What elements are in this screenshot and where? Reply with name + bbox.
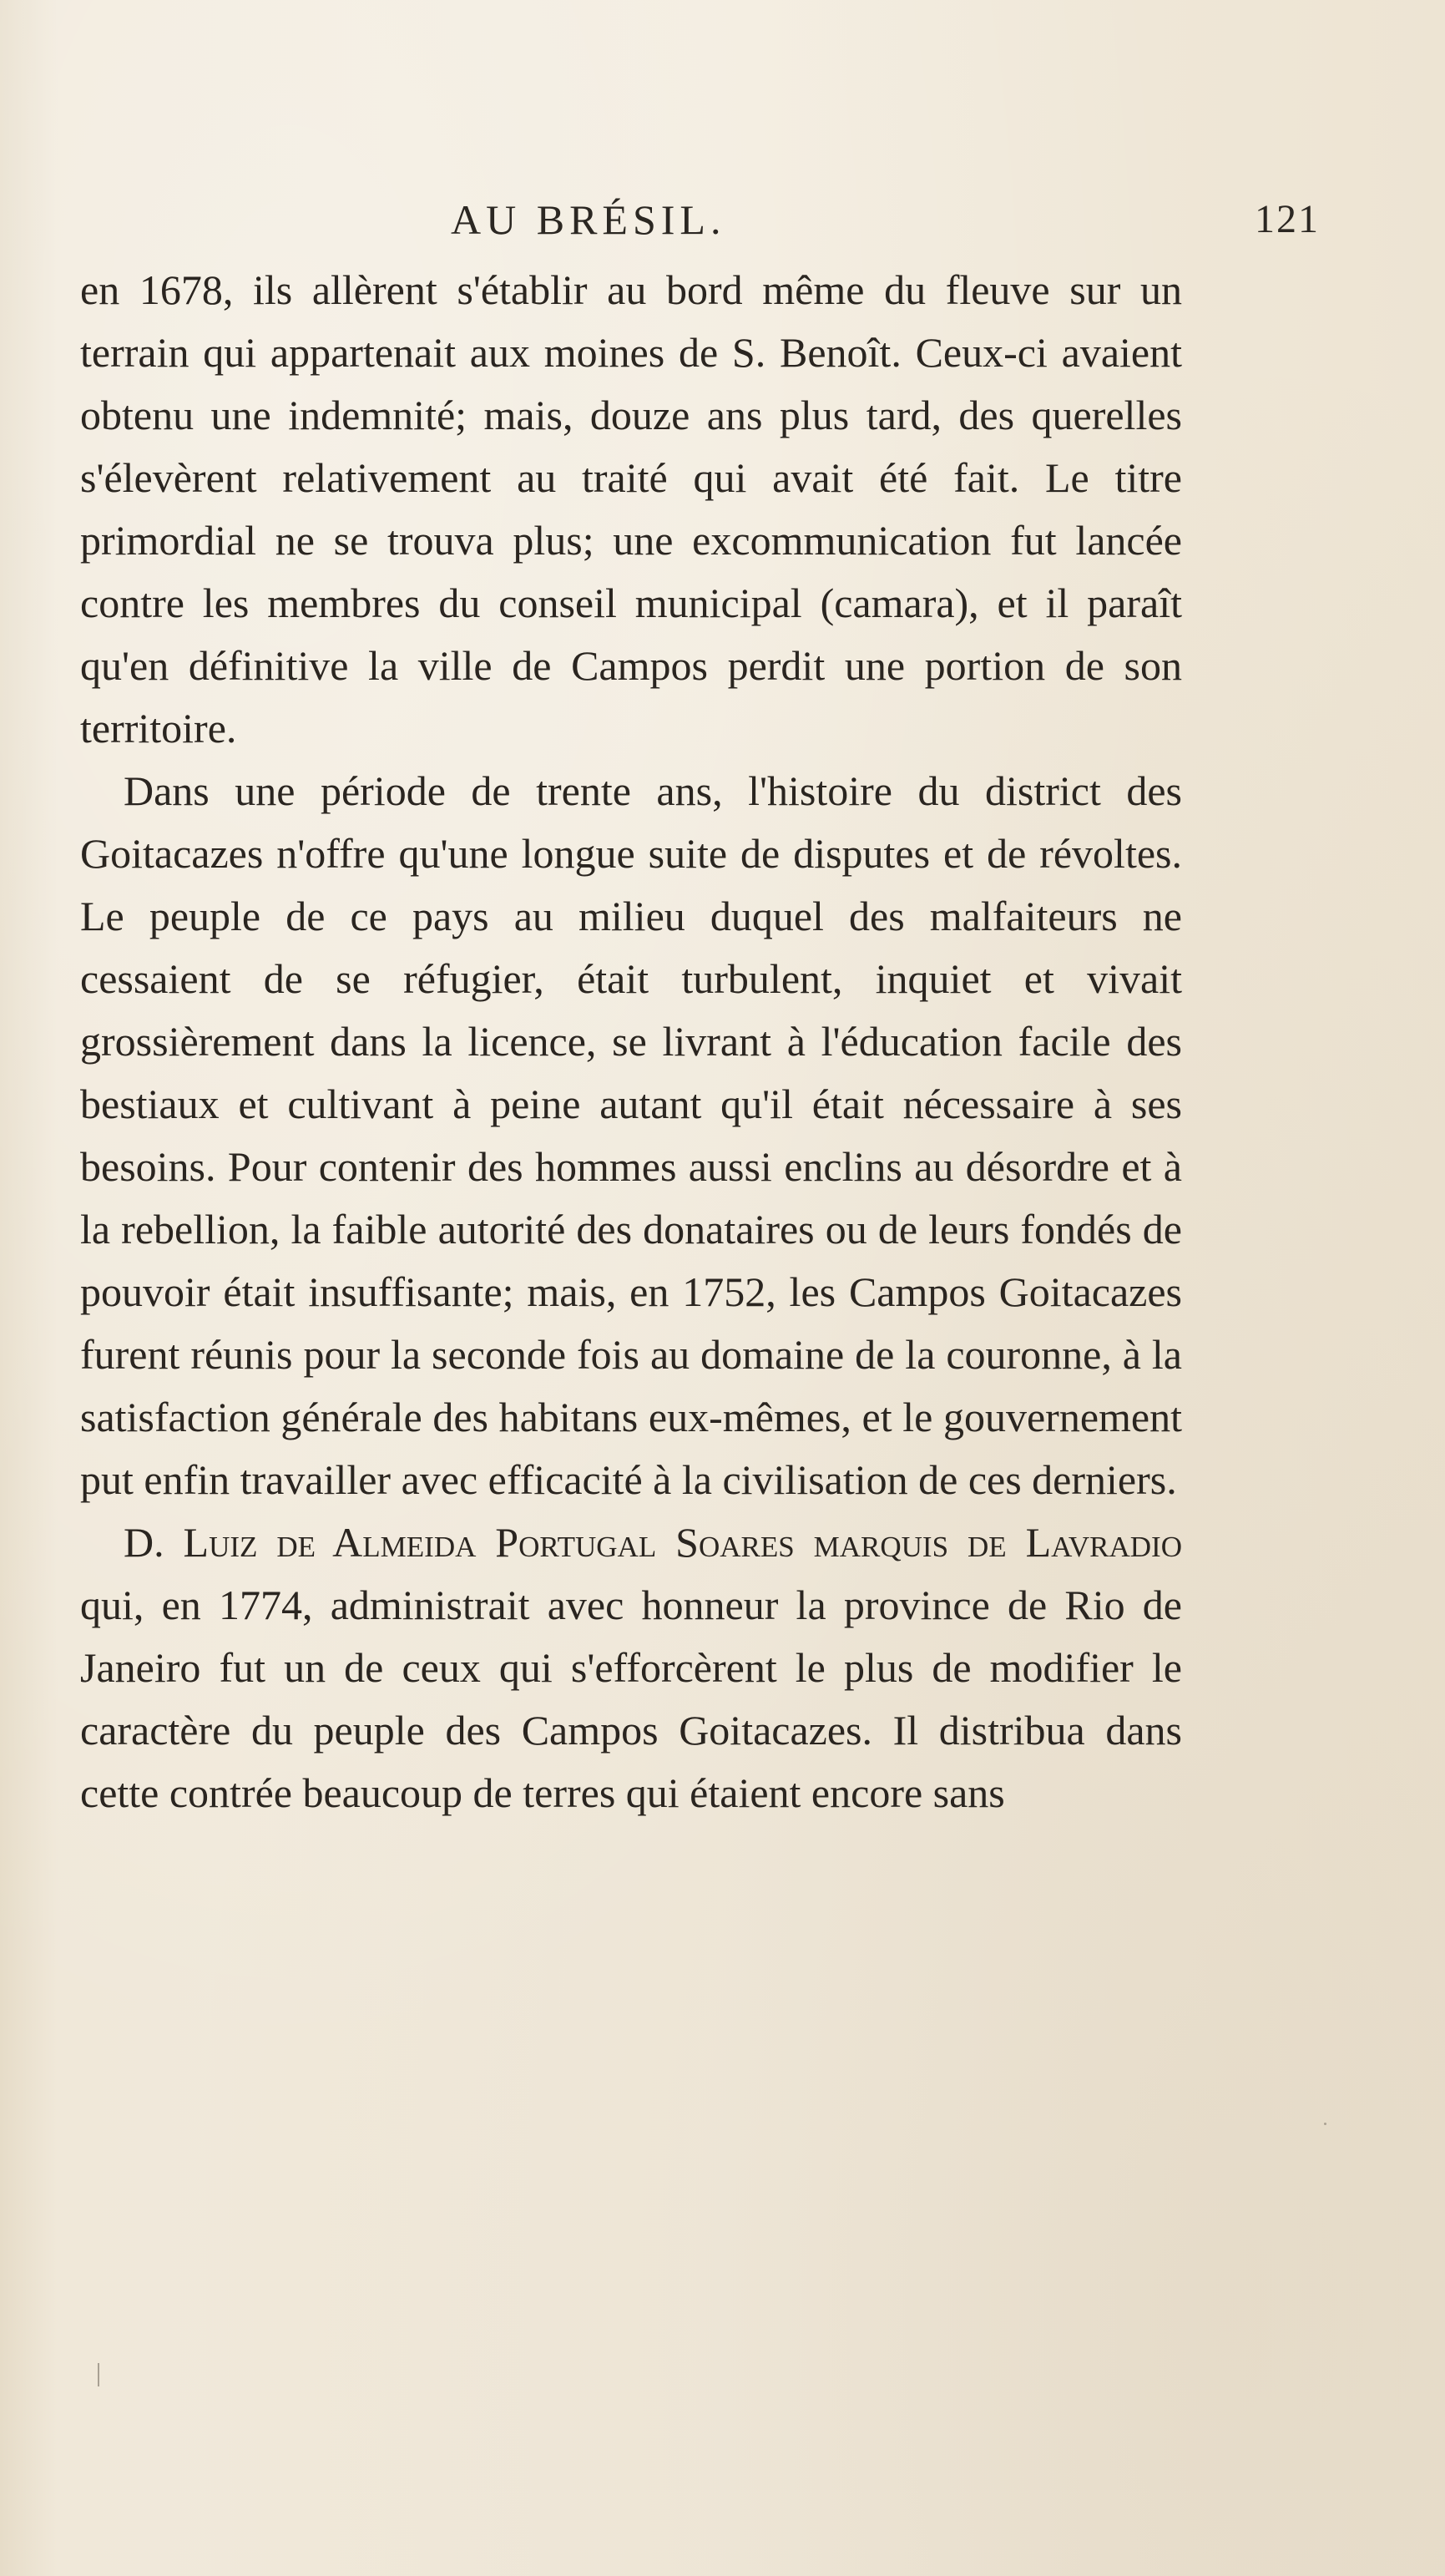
margin-mark: [98, 2363, 99, 2386]
paragraph-3-lead: D.: [124, 1519, 184, 1566]
person-name: Luiz de Almeida Portugal Soares marquis de Lavradio: [183, 1519, 1182, 1566]
paragraph-3: [80, 1511, 1182, 1824]
paragraph-2: Dans une période de trente ans, l'histoire du district des Goitacazes n'offre qu'une longue suite de disputes et de révoltes. Le peuple de ce pays au milieu duquel des malfaiteurs ne cessaient de se réfugier, était turbulent, inquiet et vivait grossièrement dans la licence, se livrant à l'éducation facile des bestiaux et cultivant à peine autant qu'il était nécessaire à ses besoins. Pour contenir des hommes aussi enclins au désordre et à la rebellion, la faible autorité des donataires ou de leurs fondés de pouvoir était insuffisante; mais, en 1752, les Campos Goitacazes furent réunis pour la seconde fois au domaine de la couronne, à la satisfaction générale des habitans eux-mêmes, et le gouvernement put enfin travailler avec efficacité à la civilisation de ces derniers.: [80, 767, 1182, 1503]
running-head: [0, 190, 1445, 249]
body-text: [80, 259, 1182, 1824]
page-number: 121: [1255, 197, 1320, 241]
ink-speck: [1324, 2123, 1326, 2125]
paragraph-3-rest: qui, en 1774, administrait avec honneur la province de Rio de Janeiro fut un de ceux qui s'efforcèrent le plus de modifier le caractère du peuple des Campos Goitacazes. Il distribua dans cette contrée beaucoup de terres qui étaient encore sans: [80, 1582, 1182, 1816]
paragraph-1: en 1678, ils allèrent s'établir au bord même du fleuve sur un terrain qui appartenait aux moines de S. Benoît. Ceux-ci avaient obtenu une indemnité; mais, douze ans plus tard, des querelles s'élevèrent relativement au traité qui avait été fait. Le titre primordial ne se trouva plus; une excommunication fut lancée contre les membres du conseil municipal (camara), et il paraît qu'en définitive la ville de Campos perdit une portion de son territoire.: [80, 266, 1182, 752]
running-head-title: AU BRÉSIL.: [451, 196, 726, 243]
